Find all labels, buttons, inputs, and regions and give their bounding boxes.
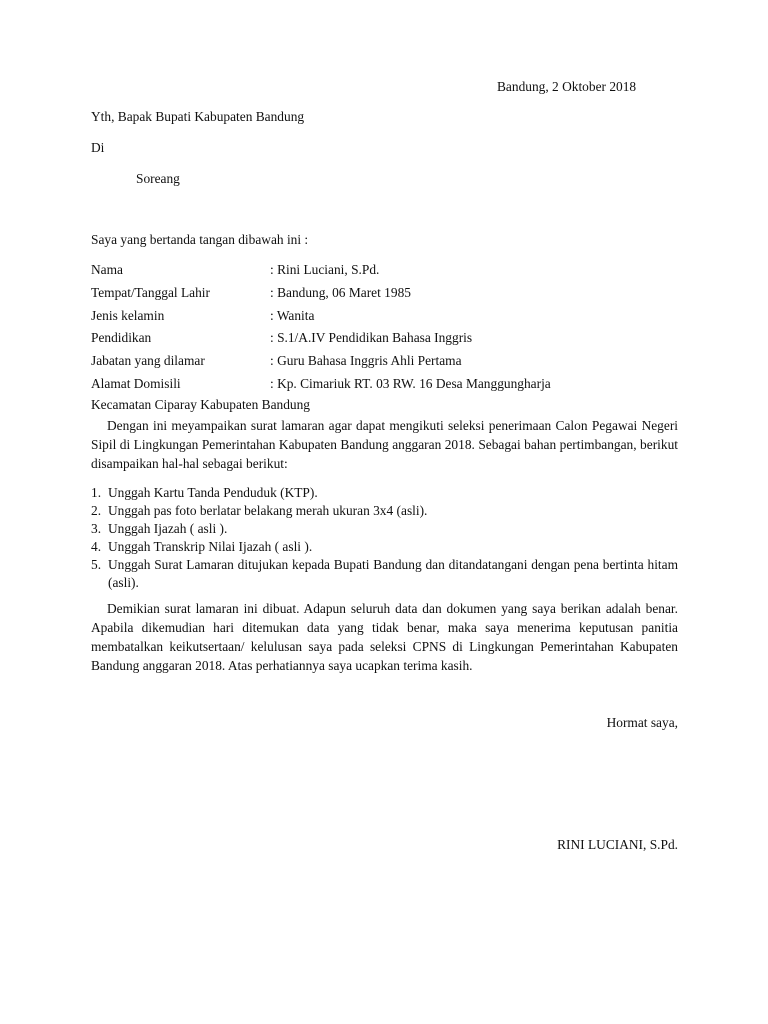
list-item [91,520,678,538]
list-item [91,502,678,520]
list-item-text: Unggah pas foto berlatar belakang merah ukuran 3x4 (asli). [108,503,428,518]
signer-name: RINI LUCIANI, S.Pd. [557,837,678,852]
field-row-name [91,262,691,285]
list-item [91,556,678,592]
body-paragraph-intro: Dengan ini meyampaikan surat lamaran agar dapat mengikuti seleksi penerimaan Calon Pegawai Negeri Sipil di Lingkungan Pemerintahan Kabupaten Bandung anggaran 2018. Sebagai bahan pertimbangan, berikut disampaikan hal-hal sebagai berikut: [91,418,678,471]
requirements-list [91,484,678,592]
list-item-number: 5. [91,557,102,572]
address-continuation: Kecamatan Ciparay Kabupaten Bandung [91,397,311,412]
list-item-number: 1. [91,485,102,500]
list-item-text: Unggah Transkrip Nilai Ijazah ( asli ). [108,539,313,554]
list-item-text: Unggah Ijazah ( asli ). [108,521,228,536]
field-row-birth [91,285,691,308]
list-item-text: Unggah Surat Lamaran ditujukan kepada Bupati Bandung dan ditandatangani dengan pena bertinta hitam (asli). [108,557,678,590]
field-row-address [91,376,691,399]
field-value: : Wanita [270,307,315,323]
field-label: Jabatan yang dilamar [91,353,205,369]
field-row-position [91,353,691,376]
closing-salutation: Hormat saya, [606,715,678,730]
field-label: Alamat Domisili [91,375,181,391]
recipient-line: Yth, Bapak Bupati Kabupaten Bandung [91,109,305,124]
field-label: Pendidikan [91,330,152,346]
list-item-number: 3. [91,521,102,536]
field-value: : Rini Luciani, S.Pd. [270,262,380,277]
list-item-number: 2. [91,503,102,518]
recipient-location: Soreang [136,171,180,186]
field-row-gender [91,308,691,331]
recipient-di: Di [91,140,105,155]
body-paragraph-closing: Demikian surat lamaran ini dibuat. Adapun seluruh data dan dokumen yang saya berikan adalah benar. Apabila dikemudian hari ditemukan data yang tidak benar, maka saya menerima keputusan panitia membatalkan keikutsertaan/ kelulusan saya pada seleksi CPNS di Lingkungan Pemerintahan Kabupaten Bandung anggaran 2018. Atas perhatiannya saya ucapkan terima kasih. [91,601,678,673]
letter-date: Bandung, 2 Oktober 2018 [497,79,637,94]
field-label: Jenis kelamin [91,307,165,323]
applicant-details [91,262,691,399]
list-item-text: Unggah Kartu Tanda Penduduk (KTP). [108,485,318,500]
list-item [91,538,678,556]
field-value: : Bandung, 06 Maret 1985 [270,284,411,300]
opening-statement: Saya yang bertanda tangan dibawah ini : [91,232,309,247]
field-value: : Guru Bahasa Inggris Ahli Pertama [270,353,462,369]
list-item-number: 4. [91,539,102,554]
field-value: : Kp. Cimariuk RT. 03 RW. 16 Desa Manggungharja [270,375,551,391]
field-label: Tempat/Tanggal Lahir [91,284,210,300]
field-row-education [91,330,691,353]
field-value: : S.1/A.IV Pendidikan Bahasa Inggris [270,330,473,346]
field-label: Nama [91,262,123,277]
list-item [91,484,678,502]
